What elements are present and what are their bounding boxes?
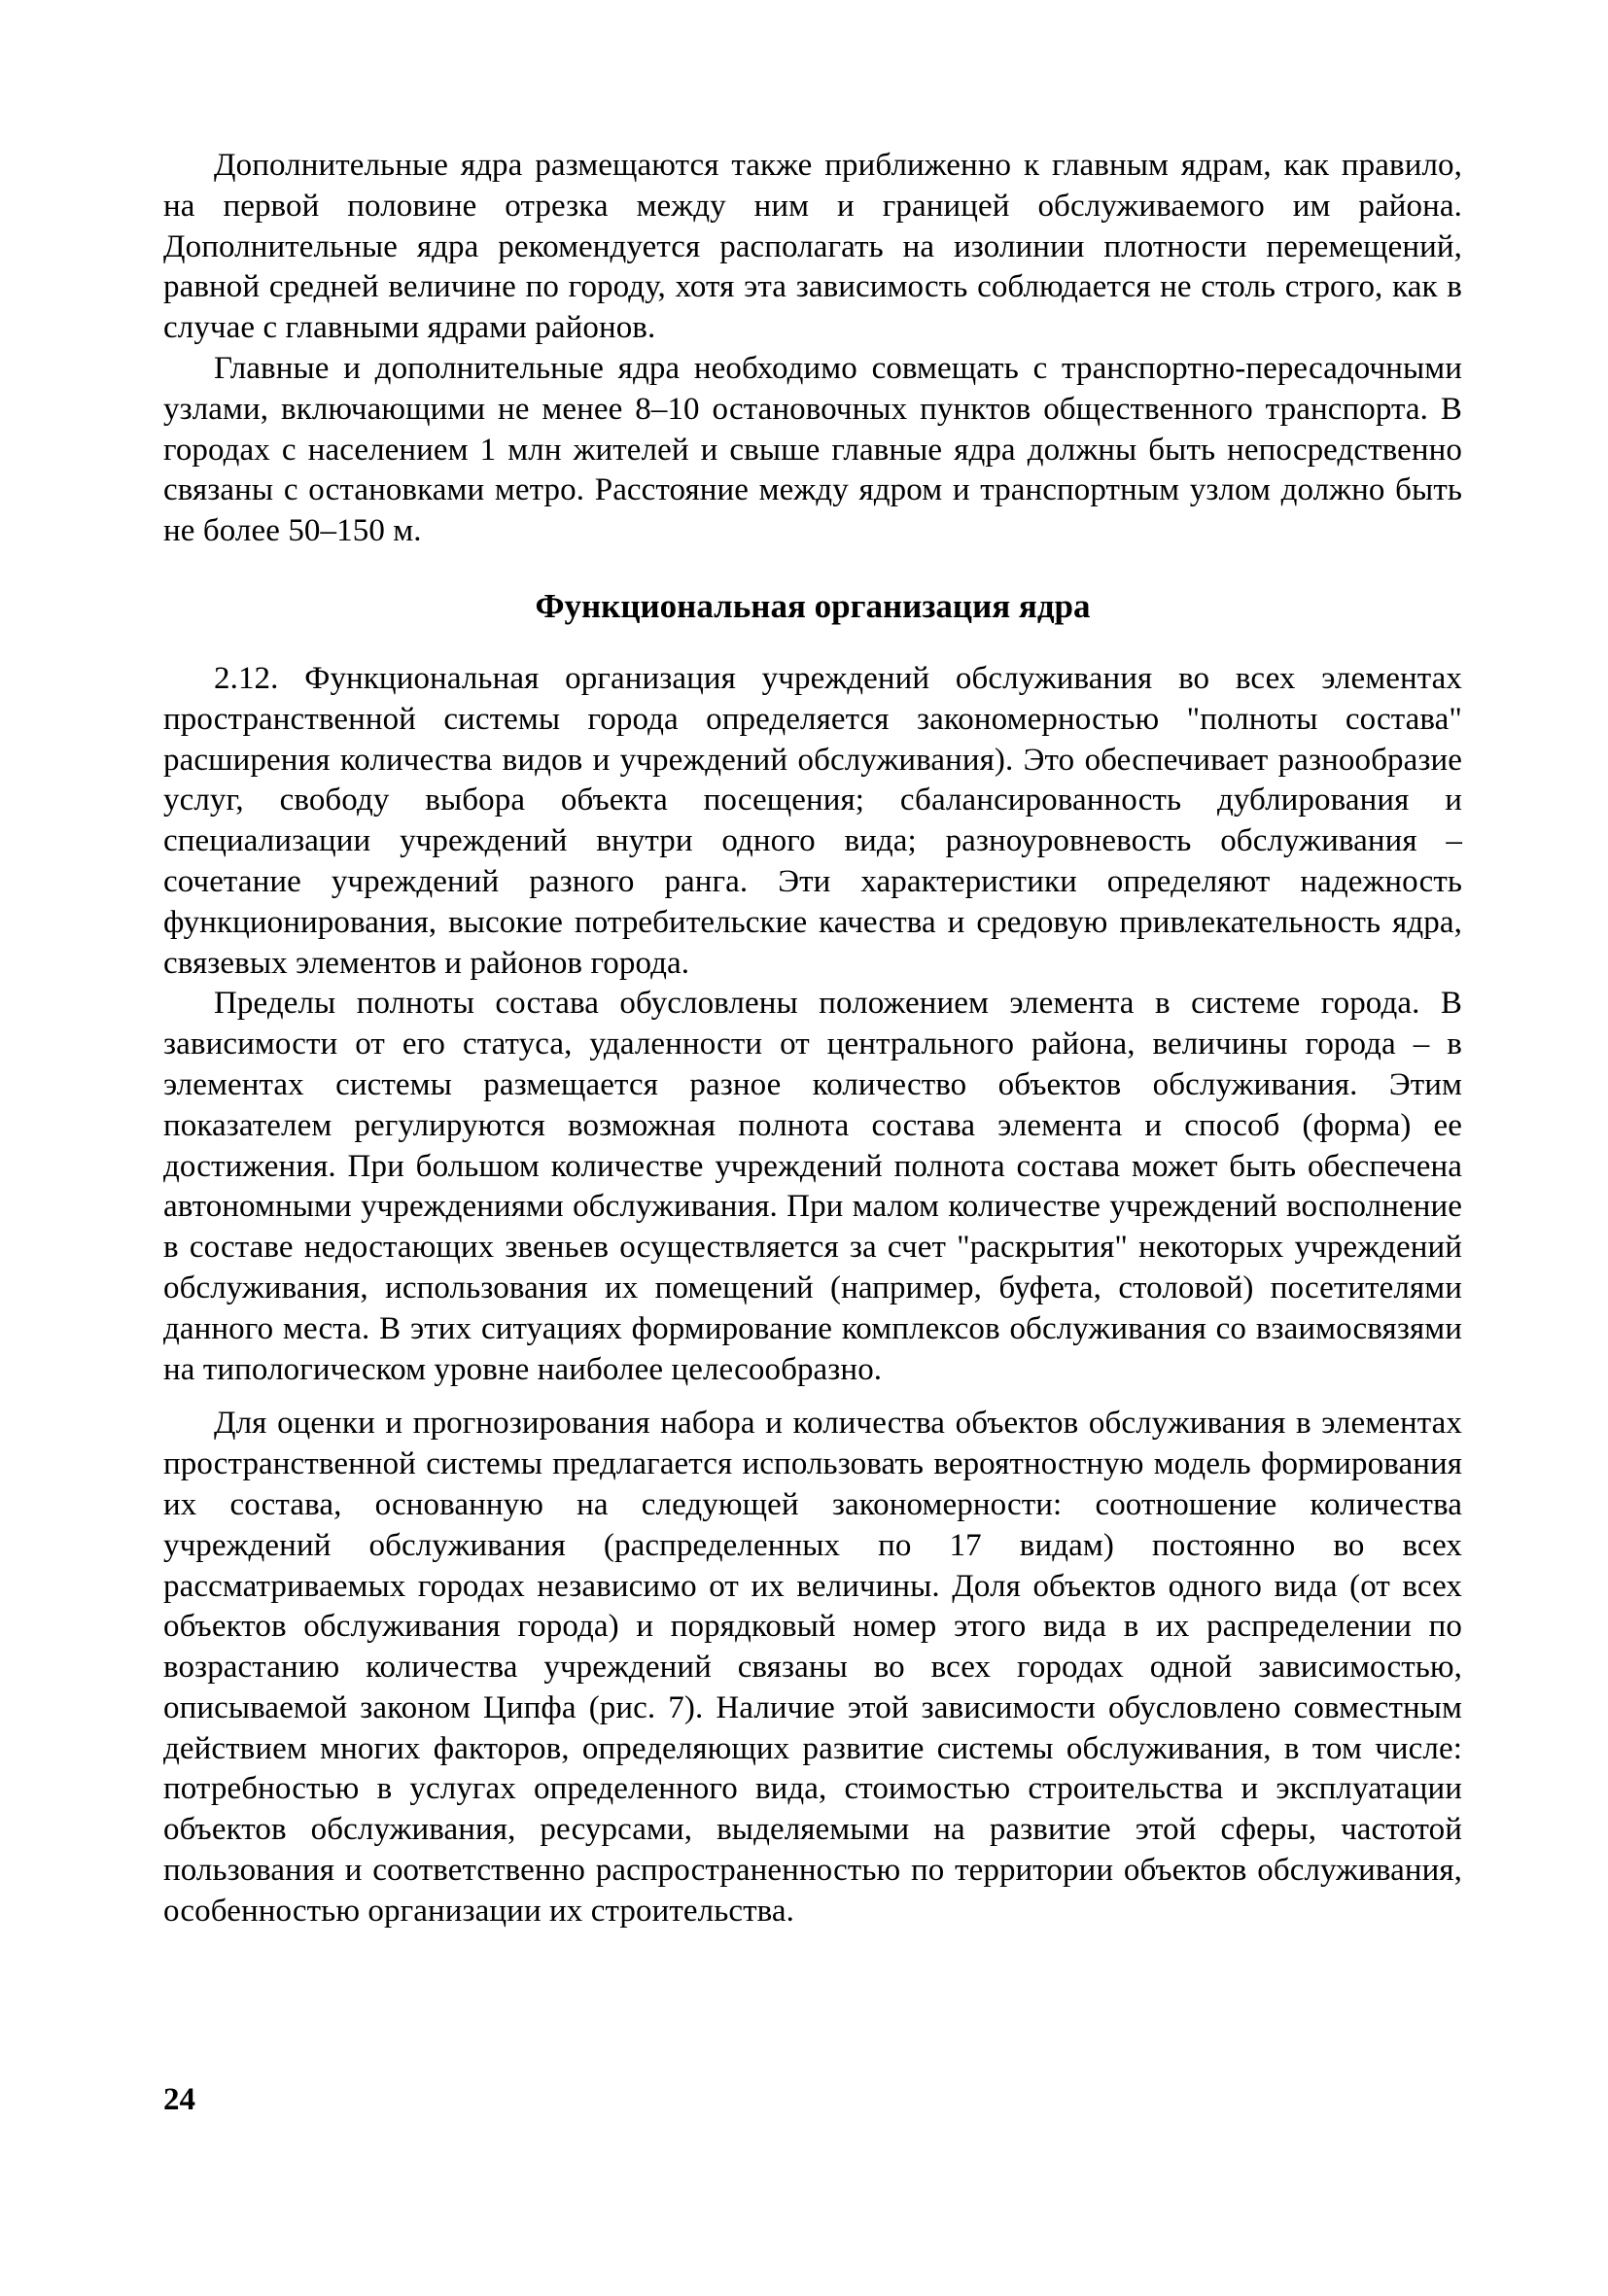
paragraph-additional-cores: Дополнительные ядра размещаются также приближенно к главным ядрам, как правило, на первой половине отрезка между ним и границей обслуживаемого им района. Дополнительные ядра рекомендуется располагать на изолинии плотности перемещений, равной средней величине по городу, хотя эта зависимость соблюдается не столь строго, как в случае с главными ядрами районов.: [163, 148, 1462, 346]
page-number: 24: [163, 2082, 195, 2117]
paragraph-completeness-limits: Пределы полноты состава обусловлены положением элемента в системе города. В зависимости от его статуса, удаленности от центрального района, величины города – в элементах системы размещается разное количество объектов обслуживания. Этим показателем регулируются возможная полнота состава элемента и способ (форма) ее достижения. При большом количестве учреждений полнота состава может быть обеспечена автономными учреждениями обслуживания. При малом количестве учреждений восполнение в составе недостающих звеньев осуществляется за счет "раскрытия" некоторых учреждений обслуживания, использования их помещений (например, буфета, столовой) посетителями данного места. В этих ситуациях формирование комплексов обслуживания со взаимосвязями на типологическом уровне наиболее целесообразно.: [163, 986, 1462, 1387]
paragraph-probabilistic-model: Для оценки и прогнозирования набора и количества объектов обслуживания в элементах пространственной системы предлагается использовать вероятностную модель формирования их состава, основанную на следующей закономерности: соотношение количества учреждений обслуживания (распределенных по 17 видам) постоянно во всех рассматриваемых городах независимо от их величины. Доля объектов одного вида (от всех объектов обслуживания города) и порядковый номер этого вида в их распределении по возрастанию количества учреждений связаны во всех городах одной зависимостью, описываемой законом Ципфа (рис. 7). Наличие этой зависимости обусловлено совместным действием многих факторов, определяющих развитие системы обслуживания, в том числе: потребностью в услугах определенного вида, стоимостью строительства и эксплуатации объектов обслуживания, ресурсами, выделяемыми на развитие этой сферы, частотой пользования и соответственно распространенностью по территории объектов обслуживания, особенностью организации их строительства.: [163, 1406, 1462, 1929]
paragraph-functional-organization: 2.12. Функциональная организация учреждений обслуживания во всех элементах пространственной системы города определяется закономерностью "полноты состава" расширения количества видов и учреждений обслуживания). Это обеспечивает разнообразие услуг, свободу выбора объекта посещения; сбалансированность дублирования и специализации учреждений внутри одного вида; разноуровневость обслуживания – сочетание учреждений разного ранга. Эти характеристики определяют надежность функционирования, высокие потребительские качества и средовую привлекательность ядра, связевых элементов и районов города.: [163, 660, 1462, 981]
document-page: [163, 146, 1462, 1932]
paragraph-transport-hubs: Главные и дополнительные ядра необходимо совмещать с транспортно-пересадочными узлами, включающими не менее 8–10 остановочных пунктов общественного транспорта. В городах с населением 1 млн жителей и свыше главные ядра должны быть непосредственно связаны с остановками метро. Расстояние между ядром и транспортным узлом должно быть не более 50–150 м.: [163, 350, 1462, 549]
section-heading: Функциональная организация ядра: [535, 586, 1091, 625]
